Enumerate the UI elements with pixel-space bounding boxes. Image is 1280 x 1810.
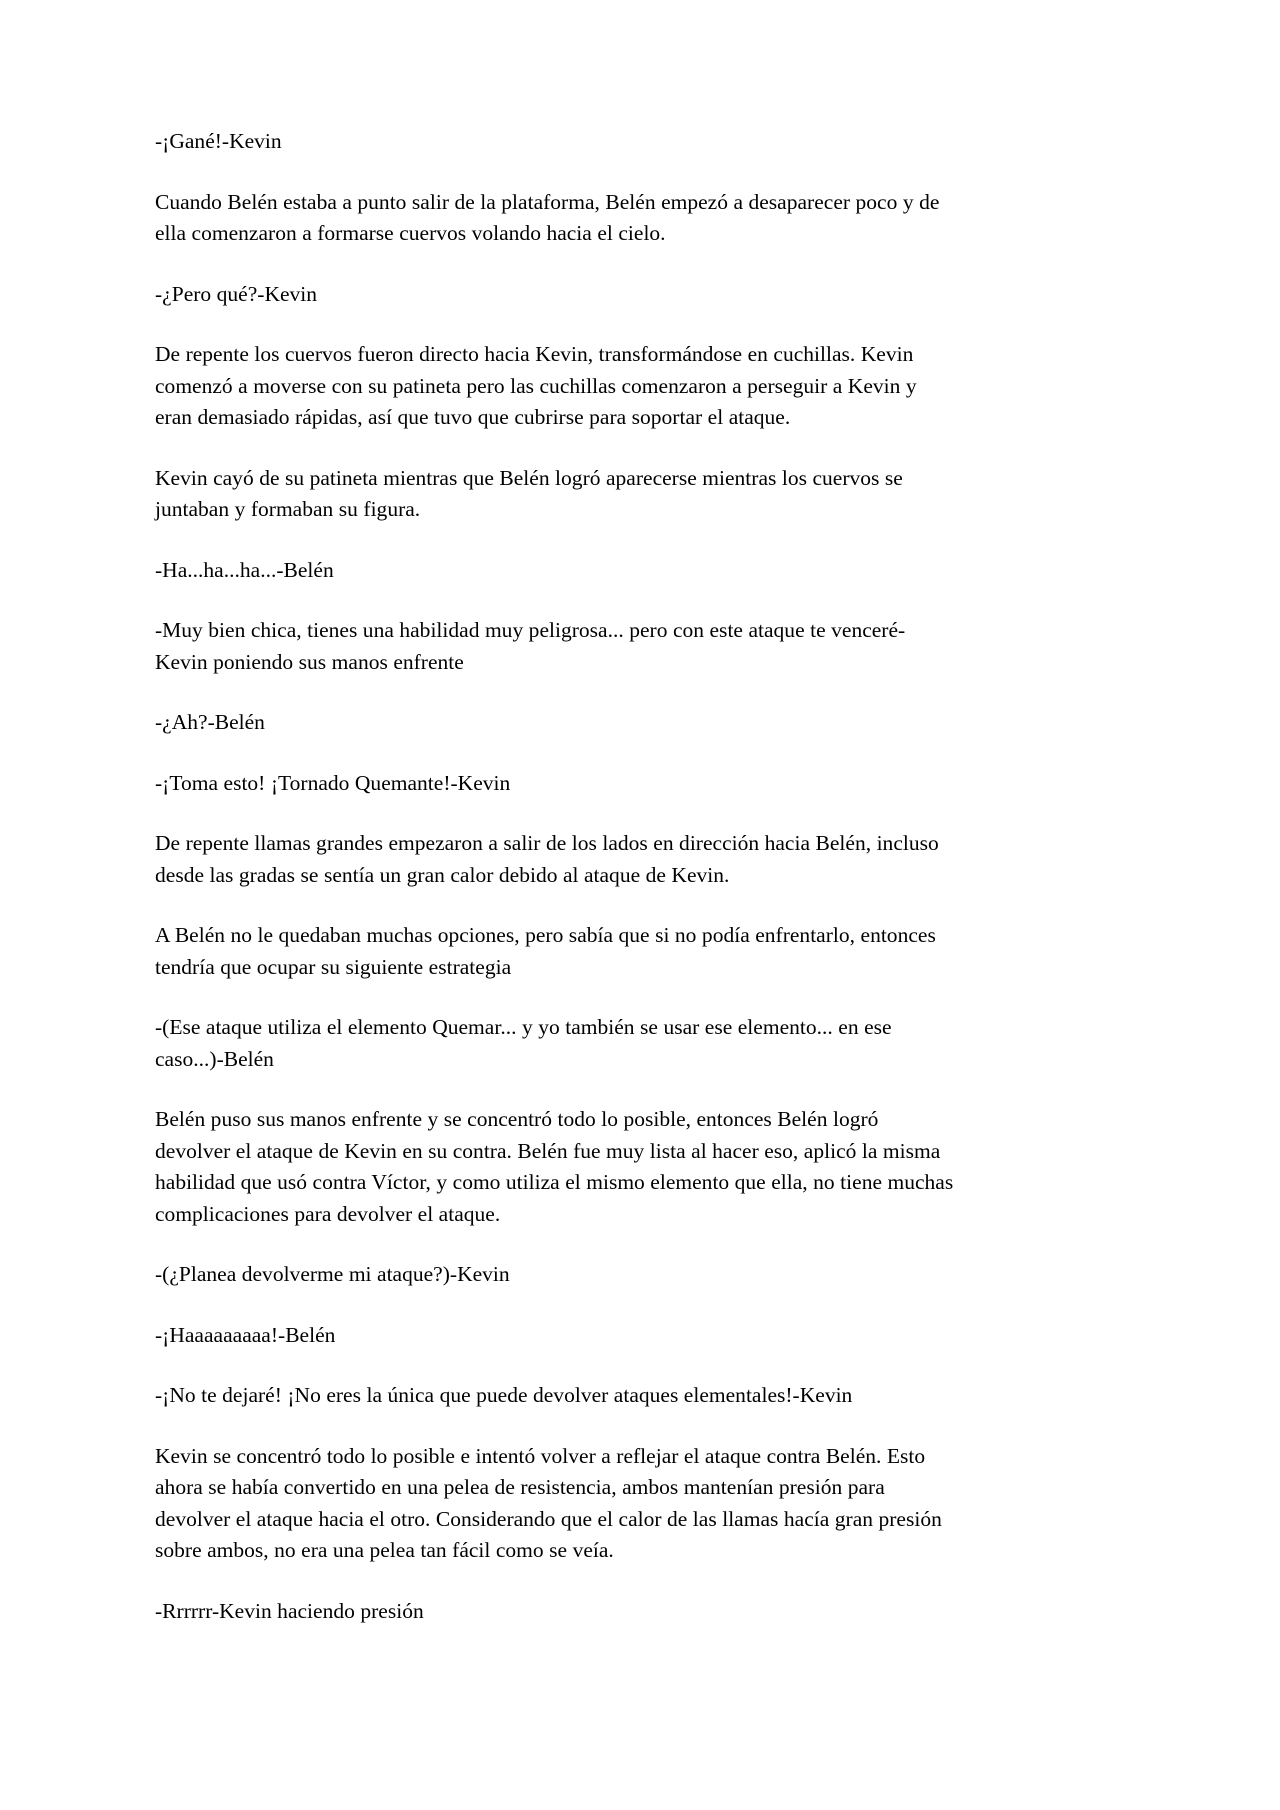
document-body bbox=[155, 126, 955, 1627]
paragraph: -Muy bien chica, tienes una habilidad muy peligrosa... pero con este ataque te venceré-Kevin poniendo sus manos enfrente bbox=[155, 618, 906, 674]
paragraph: -¿Ah?-Belén bbox=[155, 710, 265, 734]
paragraph: -Ha...ha...ha...-Belén bbox=[155, 557, 334, 582]
paragraph: -(¿Planea devolverme mi ataque?)-Kevin bbox=[155, 1262, 510, 1286]
paragraph: -(Ese ataque utiliza el elemento Quemar... y yo también se usar ese elemento... en ese caso...)-Belén bbox=[155, 1015, 892, 1071]
paragraph: -¿Pero qué?-Kevin bbox=[155, 281, 318, 306]
paragraph: Kevin se concentró todo lo posible e intentó volver a reflejar el ataque contra Belén. Esto ahora se había convertido en una pelea de resistencia, ambos mantenían presión para devolver el ataque hacia el otro. Considerando que el calor de las llamas hacía gran presión sobre ambos, no era una pelea tan fácil como se veía. bbox=[155, 1443, 942, 1562]
paragraph: Belén puso sus manos enfrente y se concentró todo lo posible, entonces Belén logró devolver el ataque de Kevin en su contra. Belén fue muy lista al hacer eso, aplicó la misma habilidad que usó contra Víctor, y como utiliza el mismo elemento que ella, no tiene muchas complicaciones para devolver el ataque. bbox=[155, 1107, 954, 1226]
paragraph: De repente llamas grandes empezaron a salir de los lados en dirección hacia Belén, incluso desde las gradas se sentía un gran calor debido al ataque de Kevin. bbox=[155, 831, 939, 887]
paragraph: -¡Haaaaaaaaa!-Belén bbox=[155, 1322, 336, 1347]
paragraph: -Rrrrrr-Kevin haciendo presión bbox=[155, 1598, 424, 1623]
paragraph: -¡No te dejaré! ¡No eres la única que puede devolver ataques elementales!-Kevin bbox=[155, 1383, 853, 1407]
paragraph: Cuando Belén estaba a punto salir de la plataforma, Belén empezó a desaparecer poco y de ella comenzaron a formarse cuervos volando hacia el cielo. bbox=[155, 189, 940, 245]
paragraph: -¡Gané!-Kevin bbox=[155, 129, 282, 153]
paragraph: A Belén no le quedaban muchas opciones, pero sabía que si no podía enfrentarlo, entonces tendría que ocupar su siguiente estrategia bbox=[155, 923, 936, 979]
paragraph: -¡Toma esto! ¡Tornado Quemante!-Kevin bbox=[155, 770, 511, 795]
paragraph: Kevin cayó de su patineta mientras que Belén logró aparecerse mientras los cuervos se juntaban y formaban su figura. bbox=[155, 465, 903, 521]
paragraph: De repente los cuervos fueron directo hacia Kevin, transformándose en cuchillas. Kevin comenzó a moverse con su patineta pero las cuchillas comenzaron a perseguir a Kevin y eran demasiado rápidas, así que tuvo que cubrirse para soportar el ataque. bbox=[155, 342, 917, 429]
